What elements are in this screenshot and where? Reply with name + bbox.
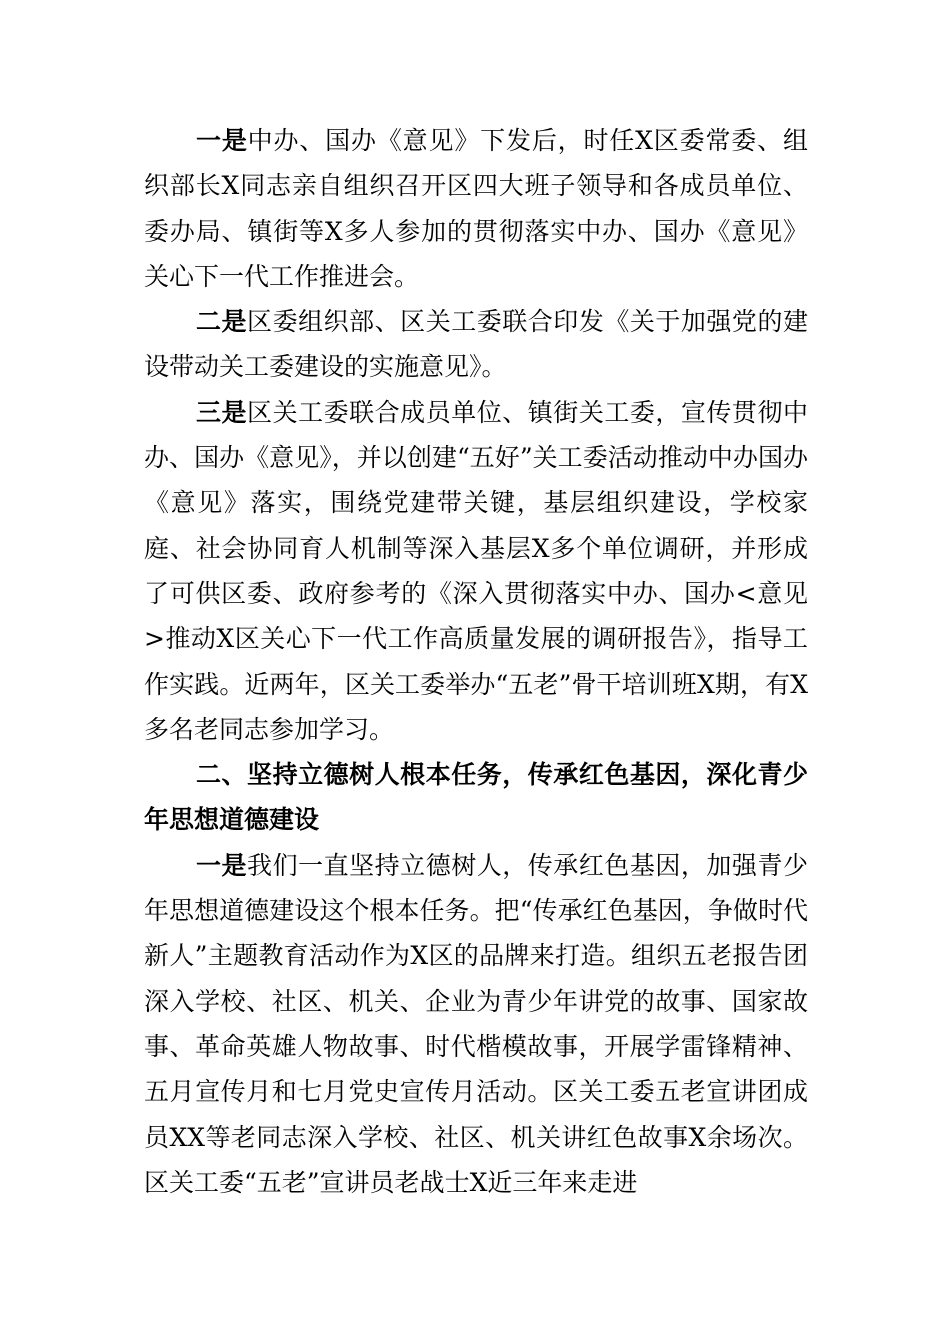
- paragraph-text: 中办、国办《意见》下发后，时任X区委常委、组织部长X同志亲自组织召开区四大班子领导和各成员单位、委办局、镇街等X多人参加的贯彻落实中办、国办《意见》关心下一代工作推进会。: [144, 126, 808, 291]
- paragraph-lead: 三是: [196, 397, 248, 427]
- paragraph-text: 我们一直坚持立德树人，传承红色基因，加强青少年思想道德建设这个根本任务。把“传承红色基因，争做时代新人”主题教育活动作为X区的品牌来打造。组织五老报告团深入学校、社区、机关、企业为青少年讲党的故事、国家故事、革命英雄人物故事、时代楷模故事，开展学雷锋精神、五月宣传月和七月党史宣传月活动。区关工委五老宣讲团成员XX等老同志深入学校、社区、机关讲红色故事X余场次。区关工委“五老”宣讲员老战士X近三年来走进: [144, 850, 808, 1197]
- section-heading: 二、坚持立德树人根本任务，传承红色基因，深化青少年思想道德建设: [144, 760, 808, 835]
- paragraph-lead: 一是: [196, 126, 248, 155]
- paragraph-3: [144, 390, 808, 752]
- paragraph-text: 区关工委联合成员单位、镇街关工委，宣传贯彻中办、国办《意见》，并以创建“五好”关工委活动推动中办国办《意见》落实，围绕党建带关键，基层组织建设，学校家庭、社会协同育人机制等深入基层X多个单位调研，并形成了可供区委、政府参考的《深入贯彻落实中办、国办<意见>推动X区关心下一代工作高质量发展的调研报告》，指导工作实践。近两年，区关工委举办“五老”骨干培训班X期，有X多名老同志参加学习。: [144, 397, 808, 744]
- document-page: [144, 118, 808, 1205]
- paragraph-1: [144, 118, 808, 299]
- paragraph-lead: 一是: [196, 850, 248, 880]
- paragraph-lead: 二是: [196, 307, 248, 337]
- paragraph-2: [144, 299, 808, 390]
- paragraph-4: [144, 843, 808, 1205]
- paragraph-text: 区委组织部、区关工委联合印发《关于加强党的建设带动关工委建设的实施意见》。: [144, 307, 808, 382]
